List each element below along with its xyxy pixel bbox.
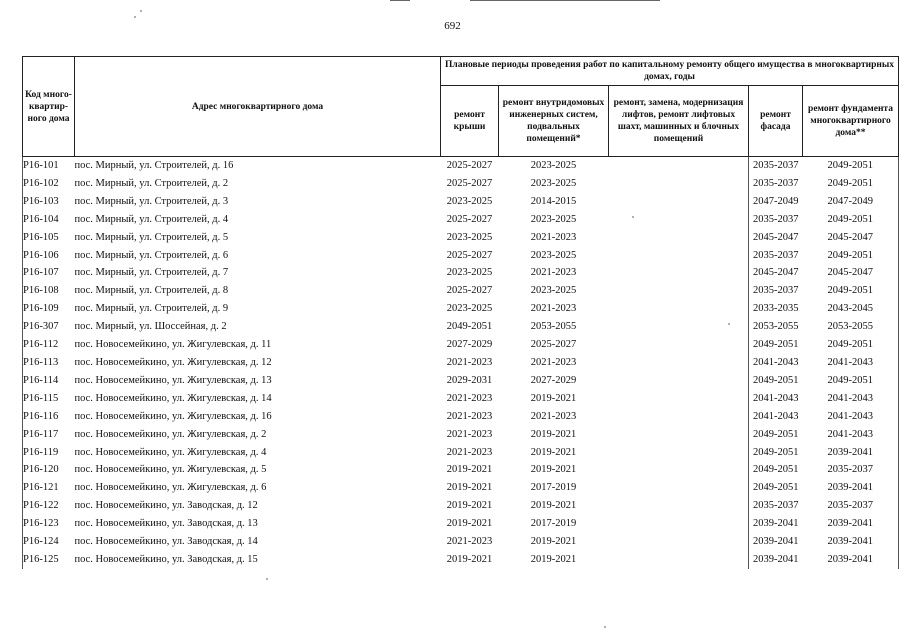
cell-foundation: 2045-2047 (803, 229, 899, 247)
cell-facade: 2049-2051 (749, 479, 803, 497)
cell-lifts (609, 247, 749, 265)
cell-lifts (609, 497, 749, 515)
cell-foundation: 2045-2047 (803, 264, 899, 282)
cell-lifts (609, 479, 749, 497)
cell-engineering: 2017-2019 (530, 482, 577, 494)
cell-lifts (609, 264, 749, 282)
header-periods-group: Плановые периоды проведения работ по капитальному ремонту общего имущества в многоквартирных домах, годы (441, 57, 899, 86)
table-row (23, 229, 899, 247)
cell-engineering: 2023-2025 (530, 249, 577, 261)
cell-address: пос. Мирный, ул. Строителей, д. 6 (74, 249, 229, 261)
cell-code: Р16-103 (23, 193, 75, 211)
cell-roof: 2019-2021 (446, 518, 493, 530)
table-row (23, 479, 899, 497)
cell-facade: 2049-2051 (749, 336, 803, 354)
cell-roof: 2021-2023 (446, 536, 493, 548)
table-row (23, 247, 899, 265)
table-row (23, 497, 899, 515)
cell-code: Р16-113 (23, 354, 75, 372)
cell-facade: 2035-2037 (749, 282, 803, 300)
cell-foundation: 2039-2041 (803, 533, 899, 551)
cell-roof: 2019-2021 (446, 500, 493, 512)
cell-engineering: 2023-2025 (530, 177, 577, 189)
cell-lifts (609, 515, 749, 533)
table-row (23, 533, 899, 551)
table-row (23, 264, 899, 282)
cell-code: Р16-119 (23, 444, 75, 462)
header-facade: ремонт фасада (749, 86, 803, 157)
table-row (23, 551, 899, 569)
table-row (23, 461, 899, 479)
cell-foundation: 2043-2045 (803, 300, 899, 318)
cell-facade: 2041-2043 (749, 354, 803, 372)
cell-lifts (609, 408, 749, 426)
table-row (23, 444, 899, 462)
scan-speck (604, 626, 606, 628)
header-code: Код много-квартир-ного дома (23, 57, 75, 157)
table-row (23, 408, 899, 426)
cell-engineering: 2021-2023 (530, 303, 577, 315)
cell-lifts (609, 157, 749, 175)
cell-address: пос. Мирный, ул. Строителей, д. 3 (74, 195, 229, 207)
cell-engineering: 2027-2029 (530, 374, 577, 386)
cell-facade: 2053-2055 (749, 318, 803, 336)
cell-roof: 2025-2027 (446, 160, 493, 171)
cell-facade: 2035-2037 (749, 497, 803, 515)
cell-code: Р16-307 (23, 318, 75, 336)
cell-address: пос. Новосемейкино, ул. Жигулевская, д. 11 (74, 339, 272, 351)
cell-foundation: 2041-2043 (803, 390, 899, 408)
cell-roof: 2025-2027 (446, 249, 493, 261)
cell-code: Р16-101 (23, 157, 75, 175)
cell-roof: 2023-2025 (446, 267, 493, 279)
cell-address: пос. Новосемейкино, ул. Заводская, д. 15 (74, 553, 258, 565)
cell-code: Р16-116 (23, 408, 75, 426)
cell-code: Р16-105 (23, 229, 75, 247)
header-lifts: ремонт, замена, модернизация лифтов, ремонт лифтовых шахт, машинных и блочных помещений (609, 86, 749, 157)
cell-lifts (609, 193, 749, 211)
cell-roof: 2023-2025 (446, 231, 493, 243)
cell-facade: 2047-2049 (749, 193, 803, 211)
cell-engineering: 2025-2027 (530, 339, 577, 351)
header-address: Адрес многоквартирного дома (75, 57, 441, 157)
cell-engineering: 2023-2025 (530, 285, 577, 297)
cell-code: Р16-117 (23, 426, 75, 444)
cell-engineering: 2019-2021 (530, 553, 577, 565)
cell-address: пос. Мирный, ул. Шоссейная, д. 2 (74, 321, 227, 333)
cell-foundation: 2039-2041 (803, 551, 899, 569)
cell-foundation: 2039-2041 (803, 444, 899, 462)
cell-foundation: 2053-2055 (803, 318, 899, 336)
table-body (23, 157, 899, 569)
cell-roof: 2019-2021 (446, 553, 493, 565)
cell-lifts (609, 461, 749, 479)
cell-code: Р16-123 (23, 515, 75, 533)
cell-roof: 2021-2023 (446, 428, 493, 440)
cell-roof: 2029-2031 (446, 374, 493, 386)
cell-engineering: 2021-2023 (530, 356, 577, 368)
scan-edge-line (390, 0, 410, 1)
cell-address: пос. Новосемейкино, ул. Заводская, д. 14 (74, 536, 258, 548)
cell-address: пос. Новосемейкино, ул. Заводская, д. 13 (74, 518, 258, 530)
scan-speck (140, 10, 142, 12)
table-row (23, 318, 899, 336)
cell-address: пос. Новосемейкино, ул. Жигулевская, д. 4 (74, 446, 267, 458)
cell-lifts (609, 229, 749, 247)
cell-facade: 2035-2037 (749, 211, 803, 229)
scan-speck (266, 578, 268, 580)
cell-engineering: 2053-2055 (530, 321, 577, 333)
cell-foundation: 2049-2051 (803, 372, 899, 390)
cell-roof: 2025-2027 (446, 177, 493, 189)
cell-address: пос. Новосемейкино, ул. Заводская, д. 12 (74, 500, 258, 512)
cell-engineering: 2021-2023 (530, 267, 577, 279)
cell-lifts (609, 336, 749, 354)
cell-roof: 2021-2023 (446, 410, 493, 422)
cell-code: Р16-104 (23, 211, 75, 229)
table-row (23, 300, 899, 318)
cell-engineering: 2019-2021 (530, 446, 577, 458)
cell-facade: 2041-2043 (749, 408, 803, 426)
cell-engineering: 2019-2021 (530, 500, 577, 512)
cell-facade: 2045-2047 (749, 229, 803, 247)
scan-speck (134, 16, 136, 18)
cell-foundation: 2047-2049 (803, 193, 899, 211)
cell-facade: 2039-2041 (749, 551, 803, 569)
cell-roof: 2025-2027 (446, 285, 493, 297)
cell-code: Р16-112 (23, 336, 75, 354)
cell-engineering: 2019-2021 (530, 536, 577, 548)
cell-address: пос. Новосемейкино, ул. Жигулевская, д. 16 (74, 410, 272, 422)
table-row (23, 193, 899, 211)
cell-code: Р16-121 (23, 479, 75, 497)
table-row (23, 175, 899, 193)
cell-lifts (609, 175, 749, 193)
cell-lifts (609, 282, 749, 300)
cell-lifts (609, 533, 749, 551)
cell-roof: 2021-2023 (446, 392, 493, 404)
cell-foundation: 2035-2037 (803, 461, 899, 479)
cell-lifts (609, 390, 749, 408)
table-row (23, 282, 899, 300)
cell-facade: 2049-2051 (749, 461, 803, 479)
cell-facade: 2035-2037 (749, 175, 803, 193)
cell-lifts (609, 300, 749, 318)
cell-foundation: 2041-2043 (803, 408, 899, 426)
cell-engineering: 2017-2019 (530, 518, 577, 530)
cell-foundation: 2049-2051 (803, 157, 899, 175)
table-row (23, 336, 899, 354)
cell-foundation: 2049-2051 (803, 247, 899, 265)
table-row (23, 211, 899, 229)
table-row (23, 354, 899, 372)
cell-code: Р16-108 (23, 282, 75, 300)
cell-engineering: 2019-2021 (530, 428, 577, 440)
cell-code: Р16-106 (23, 247, 75, 265)
cell-facade: 2049-2051 (749, 444, 803, 462)
cell-address: пос. Мирный, ул. Строителей, д. 16 (74, 160, 234, 171)
cell-address: пос. Мирный, ул. Строителей, д. 4 (74, 213, 229, 225)
cell-facade: 2035-2037 (749, 247, 803, 265)
cell-code: Р16-120 (23, 461, 75, 479)
cell-code: Р16-124 (23, 533, 75, 551)
table-row (23, 157, 899, 175)
cell-roof: 2023-2025 (446, 195, 493, 207)
cell-facade: 2039-2041 (749, 533, 803, 551)
cell-foundation: 2049-2051 (803, 175, 899, 193)
cell-facade: 2033-2035 (749, 300, 803, 318)
cell-address: пос. Новосемейкино, ул. Жигулевская, д. 2 (74, 428, 267, 440)
cell-roof: 2025-2027 (446, 213, 493, 225)
cell-code: Р16-107 (23, 264, 75, 282)
cell-code: Р16-115 (23, 390, 75, 408)
cell-roof: 2049-2051 (446, 321, 493, 333)
cell-address: пос. Мирный, ул. Строителей, д. 8 (74, 285, 229, 297)
cell-lifts (609, 444, 749, 462)
cell-address: пос. Новосемейкино, ул. Жигулевская, д. 6 (74, 482, 267, 494)
cell-lifts (609, 372, 749, 390)
cell-roof: 2021-2023 (446, 356, 493, 368)
cell-foundation: 2041-2043 (803, 426, 899, 444)
cell-code: Р16-125 (23, 551, 75, 569)
cell-foundation: 2049-2051 (803, 336, 899, 354)
cell-code: Р16-114 (23, 372, 75, 390)
cell-code: Р16-122 (23, 497, 75, 515)
cell-lifts (609, 426, 749, 444)
cell-foundation: 2049-2051 (803, 211, 899, 229)
cell-roof: 2021-2023 (446, 446, 493, 458)
page-number: 692 (444, 20, 461, 32)
cell-roof: 2019-2021 (446, 482, 493, 494)
cell-address: пос. Новосемейкино, ул. Жигулевская, д. 5 (74, 464, 267, 476)
table-row (23, 372, 899, 390)
table-row (23, 390, 899, 408)
table-row (23, 426, 899, 444)
cell-engineering: 2021-2023 (530, 410, 577, 422)
cell-facade: 2039-2041 (749, 515, 803, 533)
cell-address: пос. Мирный, ул. Строителей, д. 7 (74, 267, 229, 279)
cell-address: пос. Мирный, ул. Строителей, д. 9 (74, 303, 229, 315)
cell-code: Р16-102 (23, 175, 75, 193)
cell-roof: 2023-2025 (446, 303, 493, 315)
header-foundation: ремонт фундамента многоквартирного дома** (803, 86, 899, 157)
cell-roof: 2027-2029 (446, 339, 493, 351)
cell-code: Р16-109 (23, 300, 75, 318)
header-engineering: ремонт внутридомовых инженерных систем, подвальных помещений* (499, 86, 609, 157)
cell-roof: 2019-2021 (446, 464, 493, 476)
cell-address: пос. Мирный, ул. Строителей, д. 5 (74, 231, 229, 243)
cell-foundation: 2035-2037 (803, 497, 899, 515)
cell-address: пос. Новосемейкино, ул. Жигулевская, д. 13 (74, 374, 272, 386)
cell-engineering: 2023-2025 (530, 160, 577, 171)
cell-engineering: 2021-2023 (530, 231, 577, 243)
header-roof: ремонт крыши (441, 86, 499, 157)
cell-foundation: 2049-2051 (803, 282, 899, 300)
cell-facade: 2049-2051 (749, 426, 803, 444)
cell-lifts (609, 211, 749, 229)
cell-address: пос. Новосемейкино, ул. Жигулевская, д. 12 (74, 356, 272, 368)
cell-facade: 2041-2043 (749, 390, 803, 408)
cell-facade: 2049-2051 (749, 372, 803, 390)
cell-foundation: 2041-2043 (803, 354, 899, 372)
cell-engineering: 2014-2015 (530, 195, 577, 207)
cell-address: пос. Мирный, ул. Строителей, д. 2 (74, 177, 229, 189)
repair-schedule-table (22, 56, 899, 569)
cell-lifts (609, 318, 749, 336)
table-row (23, 515, 899, 533)
cell-foundation: 2039-2041 (803, 515, 899, 533)
cell-engineering: 2019-2021 (530, 464, 577, 476)
cell-lifts (609, 354, 749, 372)
cell-engineering: 2023-2025 (530, 213, 577, 225)
cell-facade: 2035-2037 (749, 157, 803, 175)
cell-address: пос. Новосемейкино, ул. Жигулевская, д. 14 (74, 392, 272, 404)
cell-facade: 2045-2047 (749, 264, 803, 282)
cell-foundation: 2039-2041 (803, 479, 899, 497)
scan-edge-line (470, 0, 660, 1)
cell-engineering: 2019-2021 (530, 392, 577, 404)
cell-lifts (609, 551, 749, 569)
